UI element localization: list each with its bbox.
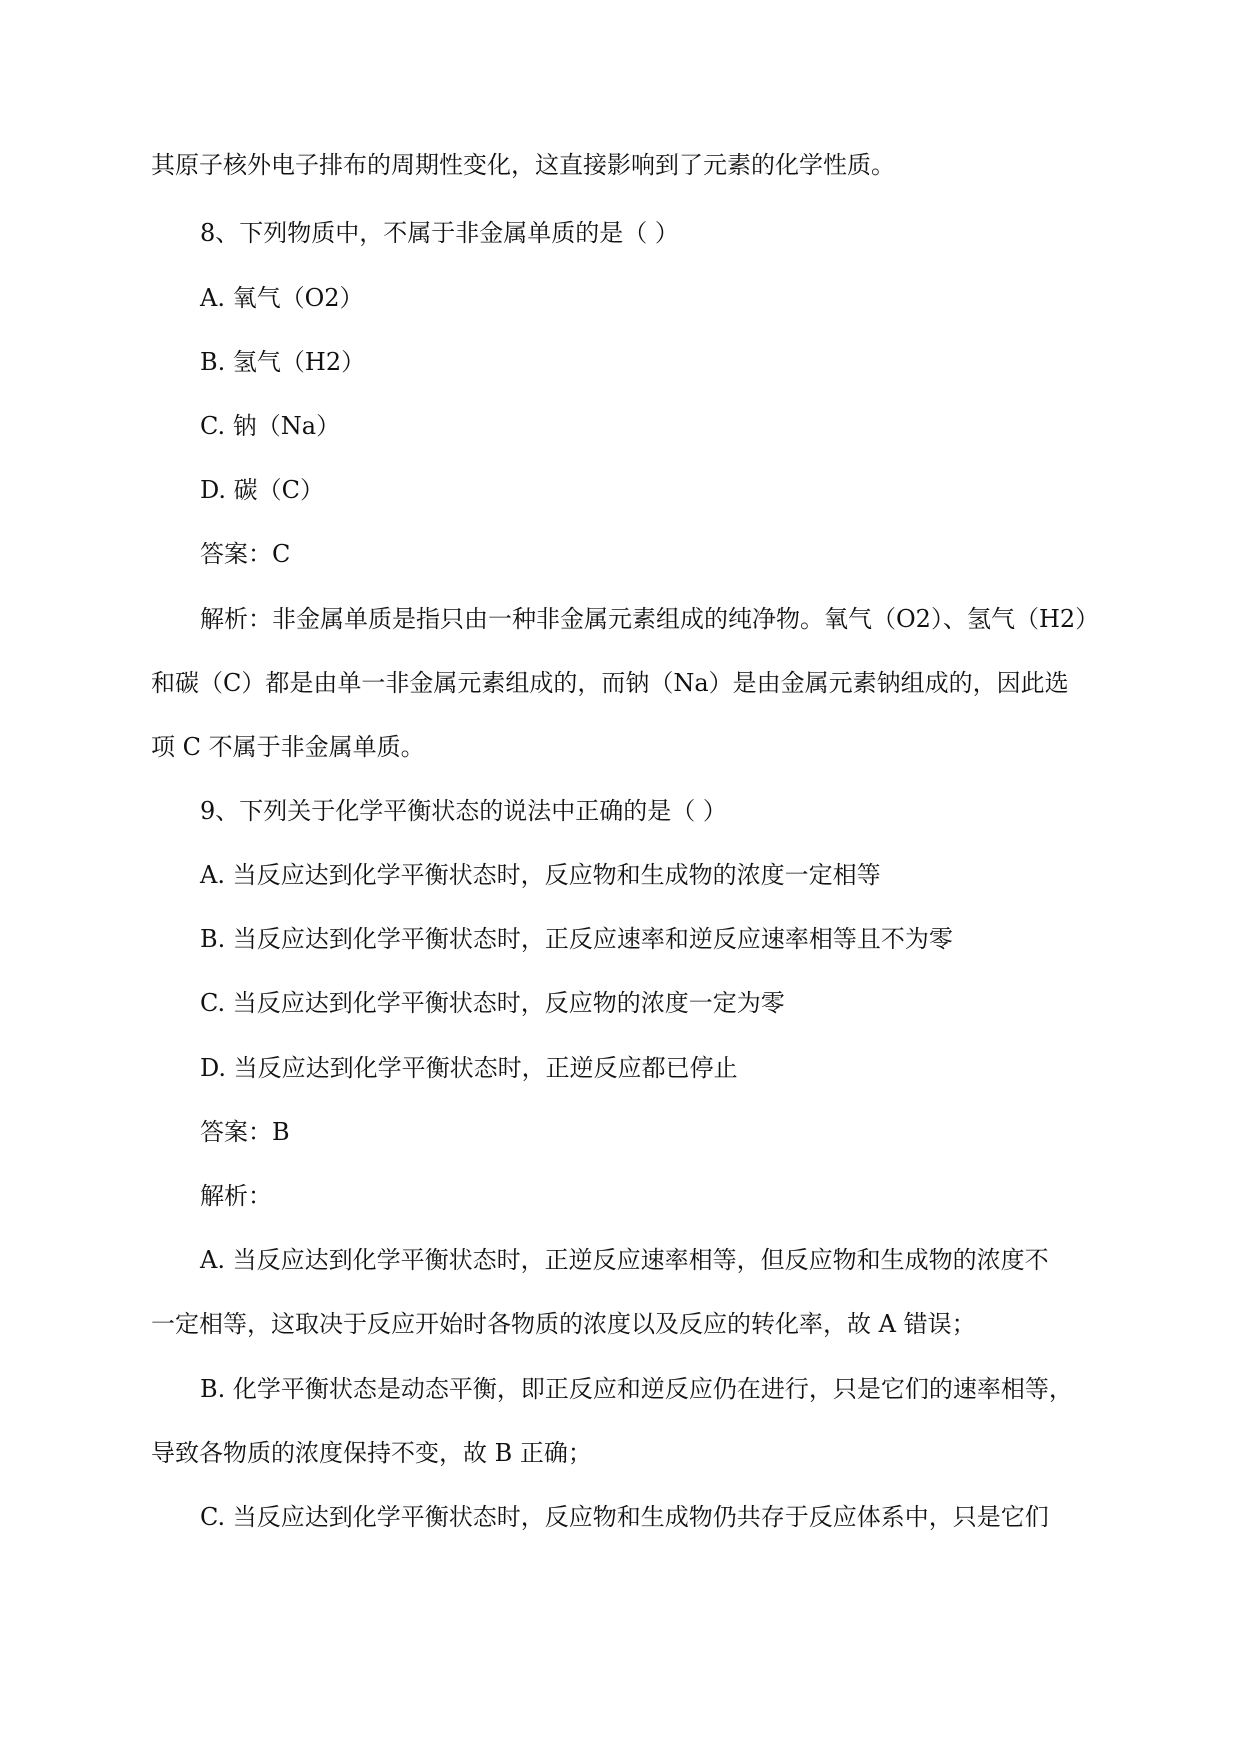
option-a: A. 氧气（O2）: [200, 284, 364, 312]
analysis-9-label: 解析：: [200, 1182, 272, 1210]
option-d: D. 碳（C）: [200, 476, 325, 504]
analysis-8: 解析：非金属单质是指只由一种非金属元素组成的纯净物。氧气（O2）、氢气（H2）: [200, 605, 1100, 633]
option-a: A. 当反应达到化学平衡状态时，反应物和生成物的浓度一定相等: [200, 861, 881, 889]
analysis-9-b: B. 化学平衡状态是动态平衡，即正反应和逆反应仍在进行，只是它们的速率相等，: [200, 1375, 1073, 1403]
text-line: 导致各物质的浓度保持不变，故 B 正确；: [151, 1439, 592, 1467]
option-b: B. 氢气（H2）: [200, 348, 366, 376]
option-c: C. 钠（Na）: [200, 412, 341, 440]
question-9: 9、下列关于化学平衡状态的说法中正确的是（ ）: [200, 797, 727, 825]
question-8: 8、下列物质中，不属于非金属单质的是（ ）: [200, 219, 679, 247]
text-line: 其原子核外电子排布的周期性变化，这直接影响到了元素的化学性质。: [151, 151, 895, 179]
text-line: 一定相等，这取决于反应开始时各物质的浓度以及反应的转化率，故 A 错误；: [151, 1310, 976, 1338]
option-b: B. 当反应达到化学平衡状态时，正反应速率和逆反应速率相等且不为零: [200, 925, 953, 953]
text-line: 和碳（C）都是由单一非金属元素组成的，而钠（Na）是由金属元素钠组成的，因此选: [151, 669, 1069, 697]
option-d: D. 当反应达到化学平衡状态时，正逆反应都已停止: [200, 1054, 738, 1082]
analysis-9-c: C. 当反应达到化学平衡状态时，反应物和生成物仍共存于反应体系中，只是它们: [200, 1503, 1049, 1531]
text-line: 项 C 不属于非金属单质。: [151, 733, 425, 761]
option-c: C. 当反应达到化学平衡状态时，反应物的浓度一定为零: [200, 989, 785, 1017]
answer-9: 答案：B: [200, 1118, 290, 1146]
answer-8: 答案：C: [200, 540, 291, 568]
analysis-9-a: A. 当反应达到化学平衡状态时，正逆反应速率相等，但反应物和生成物的浓度不: [200, 1246, 1049, 1274]
